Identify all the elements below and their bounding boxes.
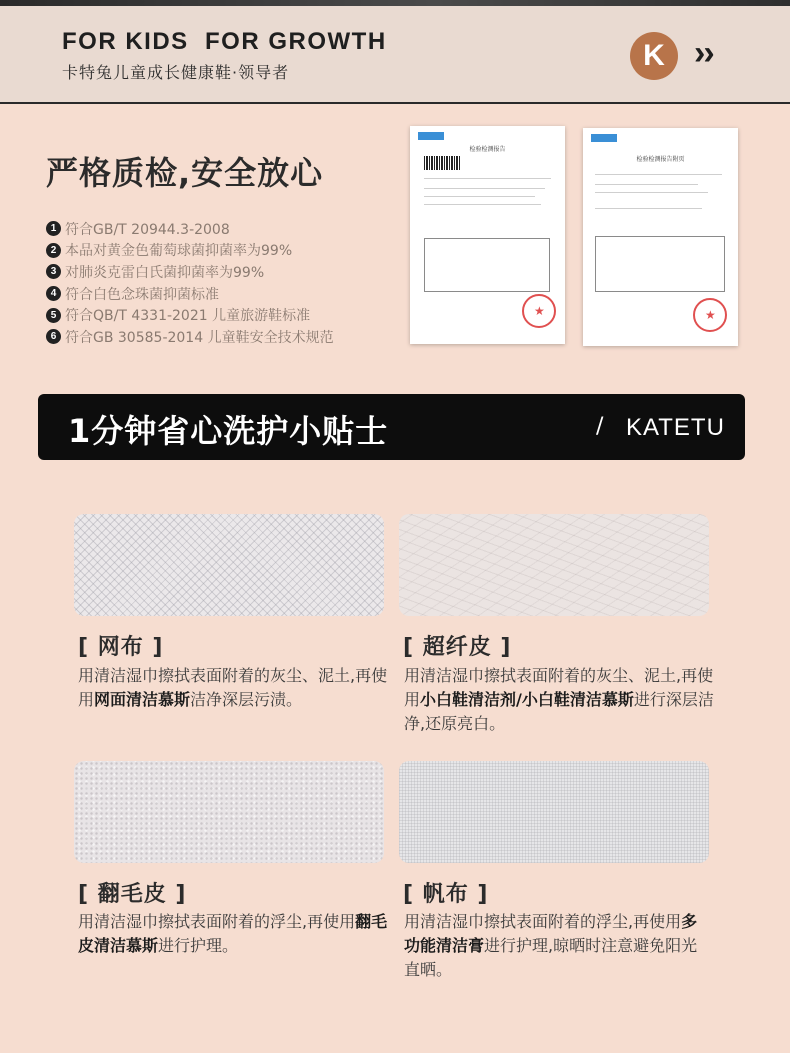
divider	[424, 188, 545, 189]
certificate-table	[595, 236, 725, 292]
seal-star-icon: ★	[705, 308, 716, 322]
number-badge-icon: 4	[46, 286, 61, 301]
divider	[595, 184, 698, 185]
list-item	[46, 240, 334, 262]
care-tips-banner	[38, 394, 745, 460]
quality-title: 严格质检,安全放心	[46, 154, 324, 192]
divider	[424, 178, 551, 179]
certificate-title: 检验检测报告附页	[636, 156, 685, 163]
divider	[424, 204, 541, 205]
list-item-text: 符合白色念珠菌抑菌标准	[65, 286, 219, 303]
quality-list	[46, 218, 334, 348]
divider	[595, 192, 708, 193]
mesh-texture-swatch	[74, 514, 384, 616]
number-badge-icon: 2	[46, 243, 61, 258]
material-desc-suede: 用清洁湿巾擦拭表面附着的浮尘,再使用翻毛皮清洁慕斯进行护理。	[78, 912, 388, 955]
brand-slogan-cn: 卡特兔儿童成长健康鞋·领导者	[62, 63, 290, 82]
care-tips-title: 1分钟省心洗护小贴士	[68, 412, 389, 450]
material-title-mesh: [ 网布 ]	[78, 635, 164, 660]
list-item-text: 本品对黄金色葡萄球菌抑菌率为99%	[65, 243, 293, 260]
list-item-text: 符合GB/T 20944.3-2008	[65, 221, 230, 238]
material-title-suede: [ 翻毛皮 ]	[78, 882, 187, 907]
product-name-highlight: 小白鞋清洁剂/小白鞋清洁慕斯	[420, 690, 634, 709]
number-badge-icon: 1	[46, 221, 61, 236]
microfiber-texture-swatch	[399, 514, 709, 616]
product-name-highlight: 网面清洁慕斯	[94, 690, 191, 709]
barcode-icon	[424, 156, 460, 170]
double-chevron-icon: ››	[694, 34, 713, 72]
divider	[595, 174, 722, 175]
certificate-report-image	[410, 126, 565, 344]
product-name-highlight: 多功能清洁膏	[404, 912, 698, 955]
list-item	[46, 326, 334, 348]
list-item	[46, 304, 334, 326]
brand-logo-icon: K	[630, 32, 678, 80]
certificate-appendix-image	[583, 128, 738, 346]
canvas-texture-swatch	[399, 761, 709, 863]
header-bar	[0, 6, 790, 104]
certificate-title: 检验检测报告	[469, 146, 506, 153]
seal-star-icon: ★	[534, 304, 545, 318]
number-badge-icon: 6	[46, 329, 61, 344]
material-desc-mesh: 用清洁湿巾擦拭表面附着的灰尘、泥土,再使用网面清洁慕斯洁净深层污渍。	[78, 666, 388, 709]
list-item	[46, 218, 334, 240]
material-desc-microfiber: 用清洁湿巾擦拭表面附着的灰尘、泥土,再使用小白鞋清洁剂/小白鞋清洁慕斯进行深层洁净,还原亮白。	[404, 666, 714, 733]
list-item	[46, 283, 334, 305]
material-title-microfiber: [ 超纤皮 ]	[403, 635, 512, 660]
certificate-table	[424, 238, 550, 292]
certificate-logo-icon	[591, 134, 617, 142]
divider	[424, 196, 535, 197]
certificate-logo-icon	[418, 132, 444, 140]
number-badge-icon: 5	[46, 308, 61, 323]
brand-slogan-en: FOR KIDS FOR GROWTH	[62, 28, 387, 55]
divider	[595, 208, 702, 209]
list-item-text: 符合QB/T 4331-2021 儿童旅游鞋标准	[65, 308, 311, 325]
banner-divider-slash: /	[596, 414, 604, 439]
banner-brand-text: KATETU	[626, 414, 725, 441]
product-name-highlight: 翻毛皮清洁慕斯	[78, 912, 388, 955]
list-item-text: 对肺炎克雷白氏菌抑菌率为99%	[65, 264, 265, 281]
number-badge-icon: 3	[46, 264, 61, 279]
list-item	[46, 261, 334, 283]
suede-texture-swatch	[74, 761, 384, 863]
material-title-canvas: [ 帆布 ]	[403, 882, 489, 907]
list-item-text: 符合GB 30585-2014 儿童鞋安全技术规范	[65, 329, 334, 346]
material-desc-canvas: 用清洁湿巾擦拭表面附着的浮尘,再使用多功能清洁膏进行护理,晾晒时注意避免阳光直晒。	[404, 912, 698, 979]
